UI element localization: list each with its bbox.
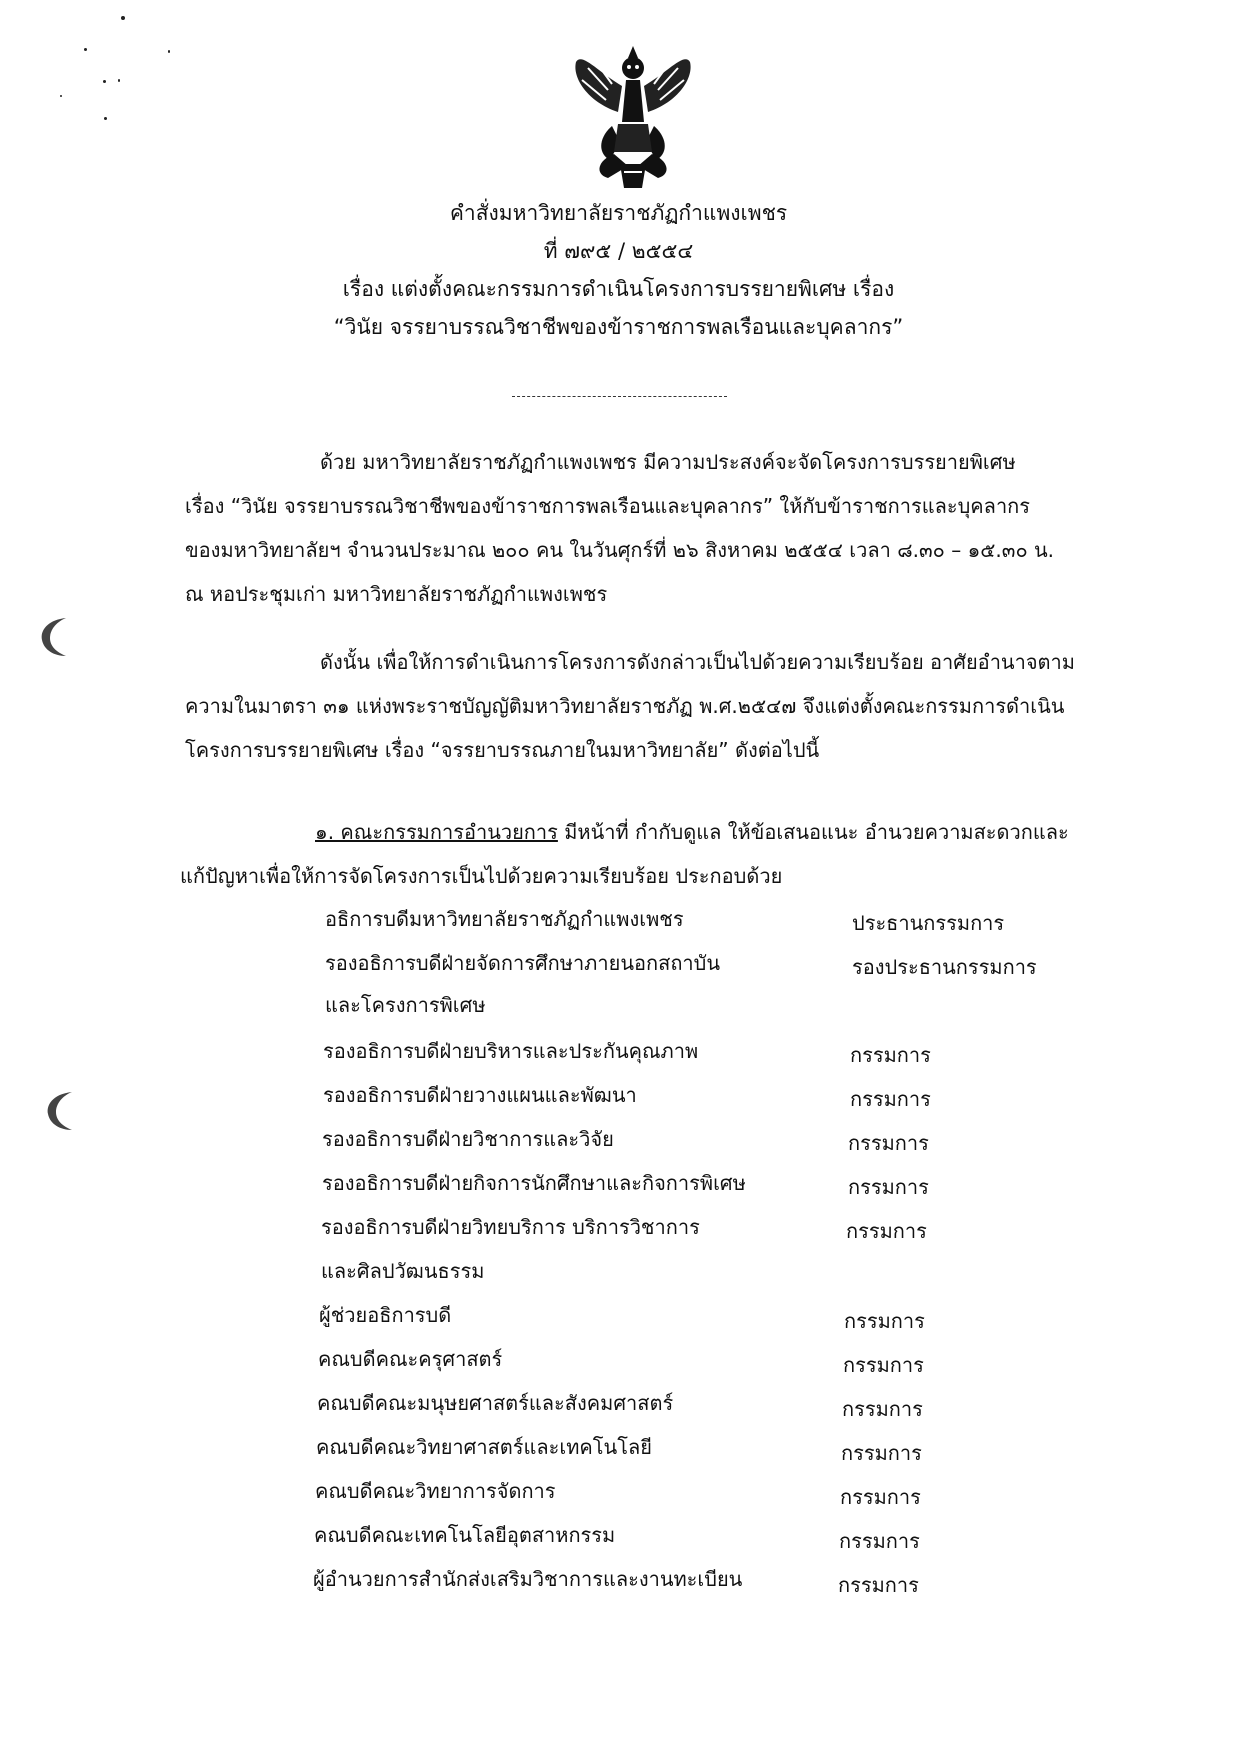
committee-member-name: ผู้ช่วยอธิการบดี xyxy=(319,1303,452,1327)
committee-member-role: กรรมการ xyxy=(848,1175,929,1199)
order-subject-line2: “วินัย จรรยาบรรณวิชาชีพของข้าราชการพลเรือนและบุคลากร” xyxy=(333,315,904,339)
committee-member-name: คณบดีคณะครุศาสตร์ xyxy=(318,1347,503,1371)
committee-member-name: รองอธิการบดีฝ่ายวางแผนและพัฒนา xyxy=(323,1083,637,1107)
scan-speck xyxy=(104,117,107,120)
committee-member-name-cont: และศิลปวัฒนธรรม xyxy=(321,1259,485,1283)
paragraph-line: โครงการบรรยายพิเศษ เรื่อง “จรรยาบรรณภายในมหาวิทยาลัย” ดังต่อไปนี้ xyxy=(185,738,820,762)
scan-speck xyxy=(103,80,106,83)
section-1-line1 xyxy=(180,810,1115,854)
paragraph-line: ณ หอประชุมเก่า มหาวิทยาลัยราชภัฏกำแพงเพชร xyxy=(185,582,608,606)
committee-member-role: กรรมการ xyxy=(843,1353,924,1377)
committee-member-role: กรรมการ xyxy=(848,1131,929,1155)
paragraph-2 xyxy=(185,640,1120,772)
committee-member-name: อธิการบดีมหาวิทยาลัยราชภัฏกำแพงเพชร xyxy=(325,907,684,931)
committee-member-name: ผู้อำนวยการสำนักส่งเสริมวิชาการและงานทะเบียน xyxy=(313,1567,743,1591)
paragraph-line: ดังนั้น เพื่อให้การดำเนินการโครงการดังกล่าวเป็นไปด้วยความเรียบร้อย อาศัยอำนาจตาม xyxy=(320,650,1075,674)
committee-member-role: กรรมการ xyxy=(839,1529,920,1553)
committee-member-name: คณบดีคณะมนุษยศาสตร์และสังคมศาสตร์ xyxy=(317,1391,674,1415)
committee-member-role: รองประธานกรรมการ xyxy=(852,955,1037,979)
section-1-title: ๑. คณะกรรมการอำนวยการ xyxy=(315,820,558,844)
committee-member-name: คณบดีคณะวิทยาการจัดการ xyxy=(315,1479,556,1503)
paragraph-line: ของมหาวิทยาลัยฯ จำนวนประมาณ ๒๐๐ คน ในวันศุกร์ที่ ๒๖ สิงหาคม ๒๕๕๔ เวลา ๘.๓๐ – ๑๕.๓๐ น. xyxy=(185,538,1055,562)
committee-member-name: รองอธิการบดีฝ่ายวิทยบริการ บริการวิชาการ xyxy=(321,1215,700,1239)
committee-member-role: กรรมการ xyxy=(846,1219,927,1243)
paragraph-line: ความในมาตรา ๓๑ แห่งพระราชบัญญัติมหาวิทยาลัยราชภัฏ พ.ศ.๒๕๔๗ จึงแต่งตั้งคณะกรรมการดำเนิน xyxy=(185,694,1065,718)
committee-member-role: กรรมการ xyxy=(841,1441,922,1465)
scan-speck xyxy=(121,16,125,20)
committee-member-role: กรรมการ xyxy=(850,1043,931,1067)
committee-member-role: ประธานกรรมการ xyxy=(852,911,1005,935)
committee-member-role: กรรมการ xyxy=(840,1485,921,1509)
committee-member-name: คณบดีคณะวิทยาศาสตร์และเทคโนโลยี xyxy=(316,1435,652,1459)
scan-speck xyxy=(60,95,62,97)
committee-member-name: คณบดีคณะเทคโนโลยีอุตสาหกรรม xyxy=(314,1523,616,1547)
garuda-emblem-icon xyxy=(568,42,698,192)
scan-speck xyxy=(84,48,87,51)
order-number: ที่ ๗๙๕ / ๒๕๕๔ xyxy=(543,239,694,263)
paragraph-line: ด้วย มหาวิทยาลัยราชภัฏกำแพงเพชร มีความประสงค์จะจัดโครงการบรรยายพิเศษ xyxy=(320,450,1016,474)
scan-speck xyxy=(118,79,120,82)
committee-member-role: กรรมการ xyxy=(850,1087,931,1111)
section-1-desc: มีหน้าที่ กำกับดูแล ให้ข้อเสนอแนะ อำนวยความสะดวกและ xyxy=(557,820,1069,844)
committee-member-role: กรรมการ xyxy=(838,1573,919,1597)
committee-member-name: รองอธิการบดีฝ่ายจัดการศึกษาภายนอกสถาบัน xyxy=(325,951,721,975)
header-divider xyxy=(512,396,727,397)
committee-member-name: รองอธิการบดีฝ่ายกิจการนักศึกษาและกิจการพิเศษ xyxy=(322,1171,746,1195)
binder-hole-icon xyxy=(36,614,70,660)
paragraph-line: เรื่อง “วินัย จรรยาบรรณวิชาชีพของข้าราชการพลเรือนและบุคลากร” ให้กับข้าราชการและบุคลากร xyxy=(185,494,1031,518)
section-1-line2: แก้ปัญหาเพื่อให้การจัดโครงการเป็นไปด้วยความเรียบร้อย ประกอบด้วย xyxy=(180,864,783,888)
committee-member-name: รองอธิการบดีฝ่ายบริหารและประกันคุณภาพ xyxy=(323,1039,699,1063)
paragraph-1 xyxy=(185,440,1120,616)
committee-member-name: รองอธิการบดีฝ่ายวิชาการและวิจัย xyxy=(322,1127,614,1151)
order-subject-line1: เรื่อง แต่งตั้งคณะกรรมการดำเนินโครงการบรรยายพิเศษ เรื่อง xyxy=(342,277,895,301)
committee-member-role: กรรมการ xyxy=(842,1397,923,1421)
scan-speck xyxy=(168,50,170,53)
section-1 xyxy=(180,810,1115,898)
order-title: คำสั่งมหาวิทยาลัยราชภัฏกำแพงเพชร xyxy=(449,201,788,225)
committee-member-name-cont: และโครงการพิเศษ xyxy=(325,993,486,1017)
committee-member-role: กรรมการ xyxy=(844,1309,925,1333)
binder-hole-icon xyxy=(42,1088,76,1134)
